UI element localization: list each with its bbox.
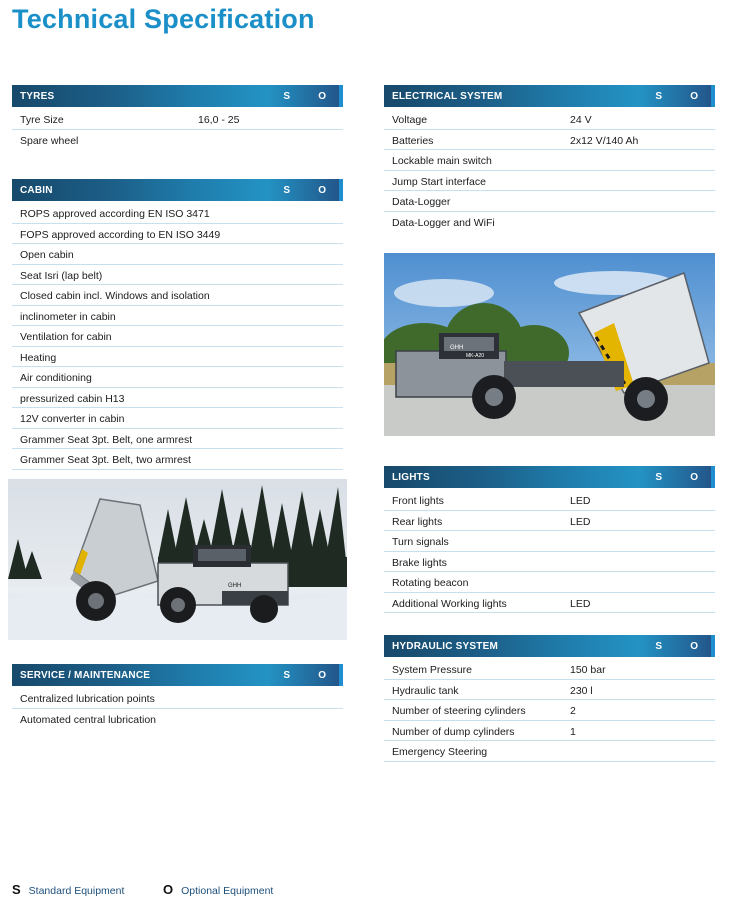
section-cabin <box>12 179 343 470</box>
spec-label: Number of steering cylinders <box>392 705 526 717</box>
spec-row <box>384 171 715 192</box>
spec-label: Ventilation for cabin <box>20 331 112 343</box>
standard-column-label: S <box>283 185 290 196</box>
spec-row <box>384 680 715 701</box>
spec-value: 230 l <box>570 684 593 697</box>
spec-row <box>384 511 715 532</box>
standard-column-label: S <box>283 91 290 102</box>
legend-optional <box>163 882 273 897</box>
spec-label: System Pressure <box>392 664 472 676</box>
spec-label: Turn signals <box>392 536 449 548</box>
spec-list <box>12 109 343 149</box>
optional-legend-text: Optional Equipment <box>181 885 274 897</box>
spec-row <box>384 593 715 614</box>
section-hydraulic-system <box>384 635 715 762</box>
spec-label: Data-Logger and WiFi <box>392 216 495 229</box>
spec-row <box>12 688 343 709</box>
section-header <box>384 635 715 657</box>
section-header <box>384 466 715 488</box>
legend-standard <box>12 882 124 897</box>
section-header <box>384 85 715 107</box>
optional-column-label: O <box>690 641 698 652</box>
spec-row <box>12 429 343 450</box>
spec-row <box>12 367 343 388</box>
spec-row <box>384 552 715 573</box>
spec-row <box>384 741 715 762</box>
dump-truck-snow-photo <box>8 479 347 640</box>
standard-column-label: S <box>655 641 662 652</box>
spec-label: Emergency Steering <box>392 746 488 758</box>
spec-label: Heating <box>20 351 57 364</box>
spec-label: Front lights <box>392 495 444 507</box>
standard-column-label: S <box>283 670 290 681</box>
optional-column-label: O <box>318 91 326 102</box>
spec-label: 12V converter in cabin <box>20 413 125 425</box>
section-title: LIGHTS <box>392 472 430 483</box>
spec-row <box>384 659 715 680</box>
section-title: CABIN <box>20 185 53 196</box>
optional-column-label: O <box>318 185 326 196</box>
spec-label: Number of dump cylinders <box>392 725 515 738</box>
section-service-maintenance <box>12 664 343 728</box>
spec-label: Rotating beacon <box>392 577 469 589</box>
standard-column-label: S <box>655 472 662 483</box>
spec-row <box>12 224 343 245</box>
spec-value: LED <box>570 495 591 507</box>
spec-row <box>384 150 715 171</box>
dump-truck-field-photo <box>384 253 715 436</box>
spec-label: Rear lights <box>392 515 443 528</box>
optional-column-label: O <box>690 472 698 483</box>
spec-row <box>12 203 343 224</box>
spec-value: LED <box>570 597 591 610</box>
section-header <box>12 179 343 201</box>
section-header <box>12 664 343 686</box>
spec-label: ROPS approved according EN ISO 3471 <box>20 208 210 220</box>
spec-row <box>384 572 715 593</box>
spec-list <box>384 490 715 613</box>
section-lights <box>384 466 715 613</box>
spec-list <box>12 203 343 470</box>
spec-list <box>12 688 343 728</box>
spec-row <box>12 347 343 368</box>
spec-label: FOPS approved according to EN ISO 3449 <box>20 228 221 241</box>
section-title: SERVICE / MAINTENANCE <box>20 670 151 681</box>
spec-value: 24 V <box>570 114 592 126</box>
spec-row <box>12 408 343 429</box>
spec-label: Closed cabin incl. Windows and isolation <box>20 290 210 302</box>
section-tyres <box>12 85 343 149</box>
spec-value: 150 bar <box>570 664 606 676</box>
spec-label: Lockable main switch <box>392 155 492 167</box>
optional-column-label: O <box>690 91 698 102</box>
page-title: Technical Specification <box>12 4 315 34</box>
spec-label: pressurized cabin H13 <box>20 392 125 405</box>
spec-list <box>384 109 715 231</box>
standard-column-label: S <box>655 91 662 102</box>
standard-legend-text: Standard Equipment <box>28 885 125 897</box>
truck-brand-label: GHH <box>228 583 242 589</box>
spec-label: Grammer Seat 3pt. Belt, one armrest <box>20 433 193 446</box>
spec-list <box>384 659 715 762</box>
spec-row <box>12 388 343 409</box>
truck-model-label: MK-A20 <box>466 353 485 359</box>
spec-label: Tyre Size <box>20 114 64 126</box>
spec-label: Grammer Seat 3pt. Belt, two armrest <box>20 454 191 466</box>
spec-label: Spare wheel <box>20 134 79 147</box>
spec-row <box>12 285 343 306</box>
spec-row <box>12 130 343 150</box>
spec-row <box>12 306 343 327</box>
spec-label: Voltage <box>392 114 428 126</box>
optional-key: O <box>163 882 174 897</box>
spec-row <box>384 191 715 212</box>
spec-label: Brake lights <box>392 556 447 569</box>
spec-row <box>12 709 343 729</box>
spec-label: Automated central lubrication <box>20 713 156 726</box>
field-scene-illustration <box>384 253 715 436</box>
standard-key: S <box>12 882 21 897</box>
section-title: HYDRAULIC SYSTEM <box>392 641 498 652</box>
spec-value: 2 <box>570 705 576 717</box>
snow-scene-illustration <box>8 479 347 640</box>
spec-value: 2x12 V/140 Ah <box>570 134 639 147</box>
spec-row <box>384 721 715 742</box>
spec-row <box>384 212 715 232</box>
spec-label: Batteries <box>392 134 434 147</box>
spec-row <box>12 265 343 286</box>
spec-value: 16,0 - 25 <box>198 114 240 126</box>
spec-row <box>12 449 343 470</box>
spec-label: Seat Isri (lap belt) <box>20 269 103 282</box>
section-header <box>12 85 343 107</box>
spec-row <box>384 490 715 511</box>
spec-label: Additional Working lights <box>392 597 507 610</box>
section-title: TYRES <box>20 91 55 102</box>
spec-label: inclinometer in cabin <box>20 310 116 323</box>
spec-row <box>384 700 715 721</box>
spec-label: Open cabin <box>20 249 74 261</box>
spec-value: 1 <box>570 725 576 738</box>
spec-row <box>12 244 343 265</box>
spec-label: Air conditioning <box>20 372 92 384</box>
spec-row <box>12 109 343 130</box>
optional-column-label: O <box>318 670 326 681</box>
spec-label: Hydraulic tank <box>392 684 459 697</box>
spec-row <box>12 326 343 347</box>
spec-label: Data-Logger <box>392 196 451 208</box>
spec-row <box>384 531 715 552</box>
truck-brand-label: GHH <box>450 345 464 351</box>
section-electrical-system <box>384 85 715 231</box>
spec-label: Centralized lubrication points <box>20 693 155 705</box>
spec-value: LED <box>570 515 591 528</box>
spec-row <box>384 130 715 151</box>
section-title: ELECTRICAL SYSTEM <box>392 91 503 102</box>
spec-label: Jump Start interface <box>392 175 486 188</box>
spec-row <box>384 109 715 130</box>
